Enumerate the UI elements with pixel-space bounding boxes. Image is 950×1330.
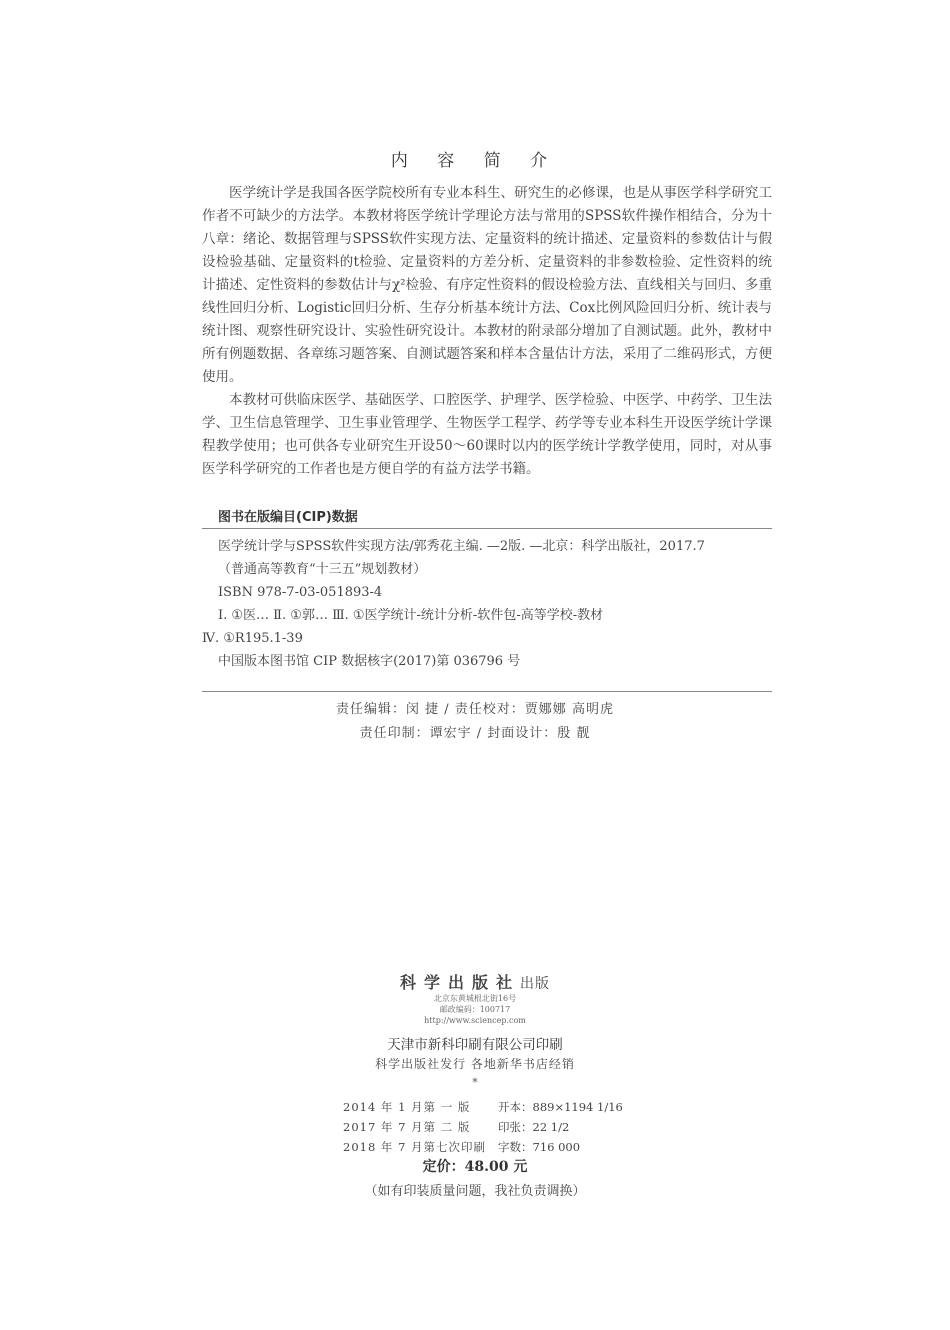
cip-line-record-number: 中国版本图书馆 CIP 数据核字(2017)第 036796 号 [218, 654, 521, 669]
printer-line: 天津市新科印刷有限公司印刷 [387, 1037, 563, 1053]
cip-heading: 图书在版编目(CIP)数据 [218, 510, 358, 525]
edition-date: 2017 年 7 月第 二 版 [343, 1120, 471, 1134]
edition-row [343, 1137, 623, 1157]
page-title: 内 容 简 介 [390, 151, 560, 171]
cip-bottom-rule [202, 691, 772, 692]
cip-line-classification: Ⅳ. ①R195.1-39 [202, 631, 303, 646]
publisher-block [0, 970, 950, 1026]
summary-paragraph-2: 本教材可供临床医学、基础医学、口腔医学、护理学、医学检验、中医学、中药学、卫生法学、卫生信息管理学、卫生事业管理学、生物医学工程学、药学等专业本科生开设医学统计学课程教学使用；也可供各专业研究生开设50～60课时以内的医学统计学教学使用，同时，对从事医学科学研究的工作者也是方便自学的有益方法学书籍。 [202, 392, 772, 477]
distributor-line: 科学出版社发行 各地新华书店经销 [375, 1057, 575, 1071]
edition-row [343, 1117, 623, 1137]
edition-date: 2018 年 7 月第七次印刷 [343, 1140, 487, 1154]
cip-top-rule [202, 528, 772, 529]
publisher-address: 北京东黄城根北街16号 [433, 994, 517, 1003]
edition-date: 2014 年 1 月第 一 版 [343, 1100, 471, 1114]
publisher-suffix: 出版 [520, 976, 550, 992]
quality-notice: （如有印装质量问题，我社负责调换） [364, 1184, 586, 1199]
publisher-title [0, 970, 950, 993]
cip-line-isbn: ISBN 978-7-03-051893-4 [218, 585, 383, 600]
editors-line-2: 责任印制：谭宏宇 / 封面设计：殷 靓 [359, 726, 591, 741]
cip-data-block [202, 535, 772, 673]
publisher-url: http://www.sciencep.com [424, 1016, 526, 1025]
content-summary [202, 182, 772, 481]
publisher-name: 科学出版社 [399, 973, 520, 992]
publisher-postcode: 邮政编码：100717 [439, 1005, 511, 1014]
cip-line-subjects: Ⅰ. ①医… Ⅱ. ①郭… Ⅲ. ①医学统计-统计分析-软件包-高等学校-教材 [218, 608, 604, 623]
separator-star: * [472, 1076, 478, 1089]
edition-row [343, 1097, 623, 1117]
edition-spec: 印张：22 1/2 [498, 1120, 570, 1134]
editors-line-1: 责任编辑：闵 捷 / 责任校对：贾娜娜 高明虎 [336, 702, 614, 717]
editors-block [0, 698, 950, 746]
summary-paragraph-1: 医学统计学是我国各医学院校所有专业本科生、研究生的必修课，也是从事医学科学研究工作者不可缺少的方法学。本教材将医学统计学理论方法与常用的SPSS软件操作相结合，分为十八章：绪论、数据管理与SPSS软件实现方法、定量资料的统计描述、定量资料的参数估计与假设检验基础、定量资料的t检验、定量资料的方差分析、定量资料的非参数检验、定性资料的统计描述、定性资料的参数估计与χ²检验、有序定性资料的假设检验方法、直线相关与回归、多重线性回归分析、Logistic回归分析、生存分析基本统计方法、Cox比例风险回归分析、统计表与统计图、观察性研究设计、实验性研究设计。本教材的附录部分增加了自测试题。此外，教材中所有例题数据、各章练习题答案、自测试题答案和样本含量估计方法，采用了二维码形式，方便使用。 [202, 185, 772, 385]
edition-table [343, 1097, 623, 1157]
price: 定价：48.00 元 [422, 1159, 528, 1175]
edition-spec: 字数：716 000 [498, 1140, 581, 1154]
edition-spec: 开本：889×1194 1/16 [498, 1100, 623, 1114]
cip-line-title: 医学统计学与SPSS软件实现方法/郭秀花主编. —2版. —北京：科学出版社，2017.7 [218, 539, 705, 554]
cip-line-series: （普通高等教育“十三五”规划教材） [218, 562, 427, 577]
